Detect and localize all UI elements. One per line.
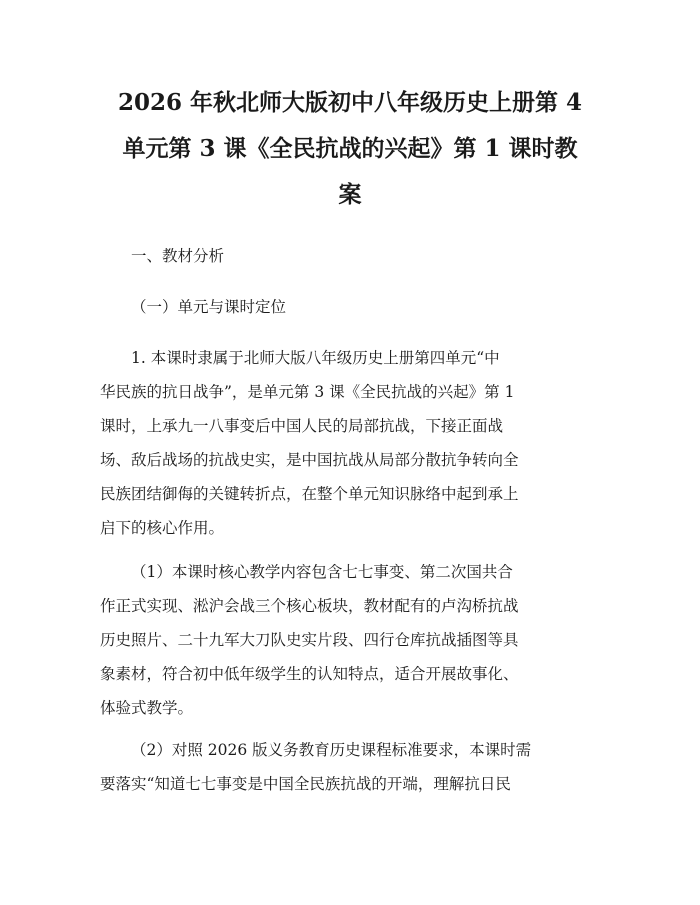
paragraph-line: 场、敌后战场的抗战史实，是中国抗战从局部分散抗争转向全 [100, 451, 519, 469]
subsection-heading: （一）单元与课时定位 [131, 298, 287, 316]
title-line: 案 [338, 181, 362, 208]
paragraph-line: 要落实“知道七七事变是中国全民族抗战的开端，理解抗日民 [100, 775, 511, 793]
paragraph-line: 课时，上承九一八事变后中国人民的局部抗战，下接正面战 [100, 417, 504, 435]
paragraph-unit-positioning [100, 341, 600, 545]
paragraph-line: 1. 本课时隶属于北师大版八年级历史上册第四单元“中 [131, 349, 500, 367]
paragraph-line: 启下的核心作用。 [100, 519, 225, 537]
section-heading: 一、教材分析 [131, 247, 225, 265]
title-line: 2026 年秋北师大版初中八年级历史上册第 4 [117, 89, 583, 116]
paragraph-line: 作正式实现、淞沪会战三个核心板块，教材配有的卢沟桥抗战 [100, 597, 519, 615]
paragraph-line: 象素材，符合初中低年级学生的认知特点，适合开展故事化、 [100, 665, 519, 683]
document-title [100, 80, 600, 218]
paragraph-line: 民族团结御侮的关键转折点，在整个单元知识脉络中起到承上 [100, 485, 519, 503]
paragraph-core-content [100, 555, 600, 725]
paragraph-line: （2）对照 2026 版义务教育历史课程标准要求，本课时需 [131, 741, 532, 759]
paragraph-curriculum-standard [100, 733, 600, 801]
paragraph-line: （1）本课时核心教学内容包含七七事变、第二次国共合 [131, 563, 513, 581]
paragraph-line: 历史照片、二十九军大刀队史实片段、四行仓库抗战插图等具 [100, 631, 519, 649]
title-line: 单元第 3 课《全民抗战的兴起》第 1 课时教 [122, 135, 578, 162]
paragraph-line: 华民族的抗日战争”，是单元第 3 课《全民抗战的兴起》第 1 [100, 383, 515, 401]
paragraph-line: 体验式教学。 [100, 699, 194, 717]
